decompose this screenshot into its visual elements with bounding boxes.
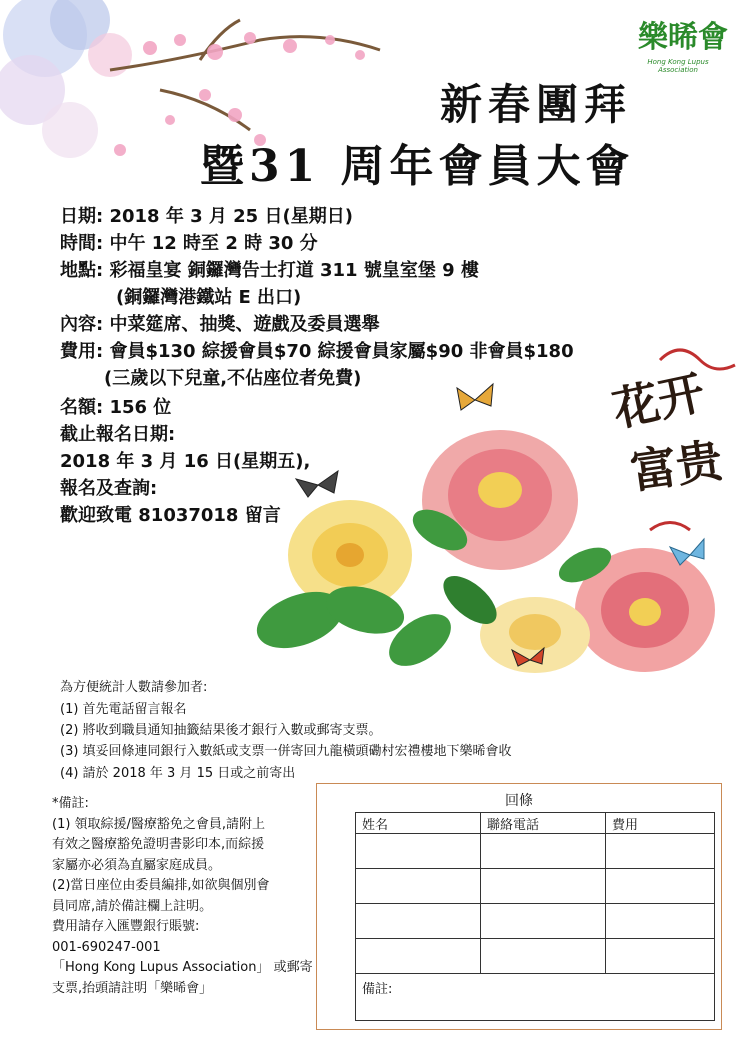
remarks-line: 員同席,請於備註欄上註明。 (52, 898, 213, 914)
remarks-line: 有效之醫療豁免證明書影印本,而綜援 (52, 837, 265, 852)
fee-cell[interactable] (606, 834, 715, 869)
column-header-fee: 費用 (606, 813, 715, 834)
fee-cell[interactable] (606, 869, 715, 904)
remarks-line: 支票,抬頭請註明「樂晞會」 (52, 980, 213, 996)
instruction-step: (2) 將收到職員通知抽籤結果後才銀行入數或郵寄支票。 (60, 723, 382, 738)
fee-cell[interactable] (606, 939, 715, 974)
remarks-line: *備註: (52, 796, 89, 811)
phone-cell[interactable] (481, 904, 606, 939)
phone-cell[interactable] (481, 834, 606, 869)
info-venue: 地點: 彩福皇宴 銅鑼灣告士打道 311 號皇室堡 9 樓 (60, 260, 479, 281)
remarks-line: 「Hong Kong Lupus Association」 或郵寄 (52, 960, 313, 975)
info-date: 日期: 2018 年 3 月 25 日(星期日) (60, 206, 353, 227)
name-cell[interactable] (356, 834, 481, 869)
phone-cell[interactable] (481, 869, 606, 904)
reply-table (355, 812, 715, 1021)
remark-label: 備註: (362, 982, 393, 997)
column-header-name: 姓名 (356, 813, 481, 834)
logo-name-en: Hong Kong Lupus Association (647, 58, 709, 74)
event-title: 新春團拜 (440, 80, 633, 129)
reply-form-title: 回條 (505, 793, 533, 809)
info-venue-note: (銅鑼灣港鐵站 E 出口) (116, 287, 302, 308)
info-enquiry: 歡迎致電 81037018 留言 (60, 505, 281, 526)
info-enquiry-label: 報名及查詢: (60, 478, 158, 499)
butterfly-icon (296, 471, 338, 497)
phone-cell[interactable] (481, 939, 606, 974)
name-cell[interactable] (356, 869, 481, 904)
remarks-line: 001-690247-001 (52, 939, 161, 955)
info-time: 時間: 中午 12 時至 2 時 30 分 (60, 233, 318, 254)
peony-blossom-topleft (0, 0, 132, 158)
info-content: 內容: 中菜筵席、抽獎、遊戲及委員選舉 (60, 314, 380, 335)
butterfly-icon (457, 384, 493, 410)
remarks-line: 費用請存入匯豐銀行賬號: (52, 919, 200, 934)
instruction-step: (3) 填妥回條連同銀行入數紙或支票一併寄回九龍橫頭磡村宏禮樓地下樂晞會收 (60, 744, 512, 759)
remark-cell[interactable] (356, 974, 715, 1021)
calligraphy-lower: 富贵 (627, 432, 726, 500)
info-deadline-label: 截止報名日期: (60, 424, 176, 445)
instruction-step: (4) 請於 2018 年 3 月 15 日或之前寄出 (60, 766, 296, 781)
event-subtitle: 暨31 周年會員大會 (200, 141, 635, 192)
name-cell[interactable] (356, 904, 481, 939)
instruction-step: (1) 首先電話留言報名 (60, 702, 187, 717)
association-logo (628, 12, 728, 72)
reply-form (316, 783, 722, 1030)
column-header-phone: 聯絡電話 (481, 813, 606, 834)
remarks-block (52, 794, 322, 999)
info-quota: 名額: 156 位 (60, 397, 172, 418)
calligraphy-upper: 花开 (608, 364, 710, 437)
remarks-line: (2)當日座位由委員編排,如欲與個別會 (52, 878, 270, 893)
info-fee: 費用: 會員$130 綜援會員$70 綜援會員家屬$90 非會員$180 (60, 341, 574, 362)
remarks-line: 家屬亦必須為直屬家庭成員。 (52, 857, 222, 873)
name-cell[interactable] (356, 939, 481, 974)
info-deadline: 2018 年 3 月 16 日(星期五), (60, 451, 311, 472)
instructions-intro: 為方便統計人數請參加者: (60, 680, 208, 695)
info-fee-note: (三歲以下兒童,不佔座位者免費) (104, 368, 362, 389)
remarks-line: (1) 領取綜援/醫療豁免之會員,請附上 (52, 816, 266, 832)
logo-name-zh: 樂晞會 (638, 20, 728, 55)
fee-cell[interactable] (606, 904, 715, 939)
